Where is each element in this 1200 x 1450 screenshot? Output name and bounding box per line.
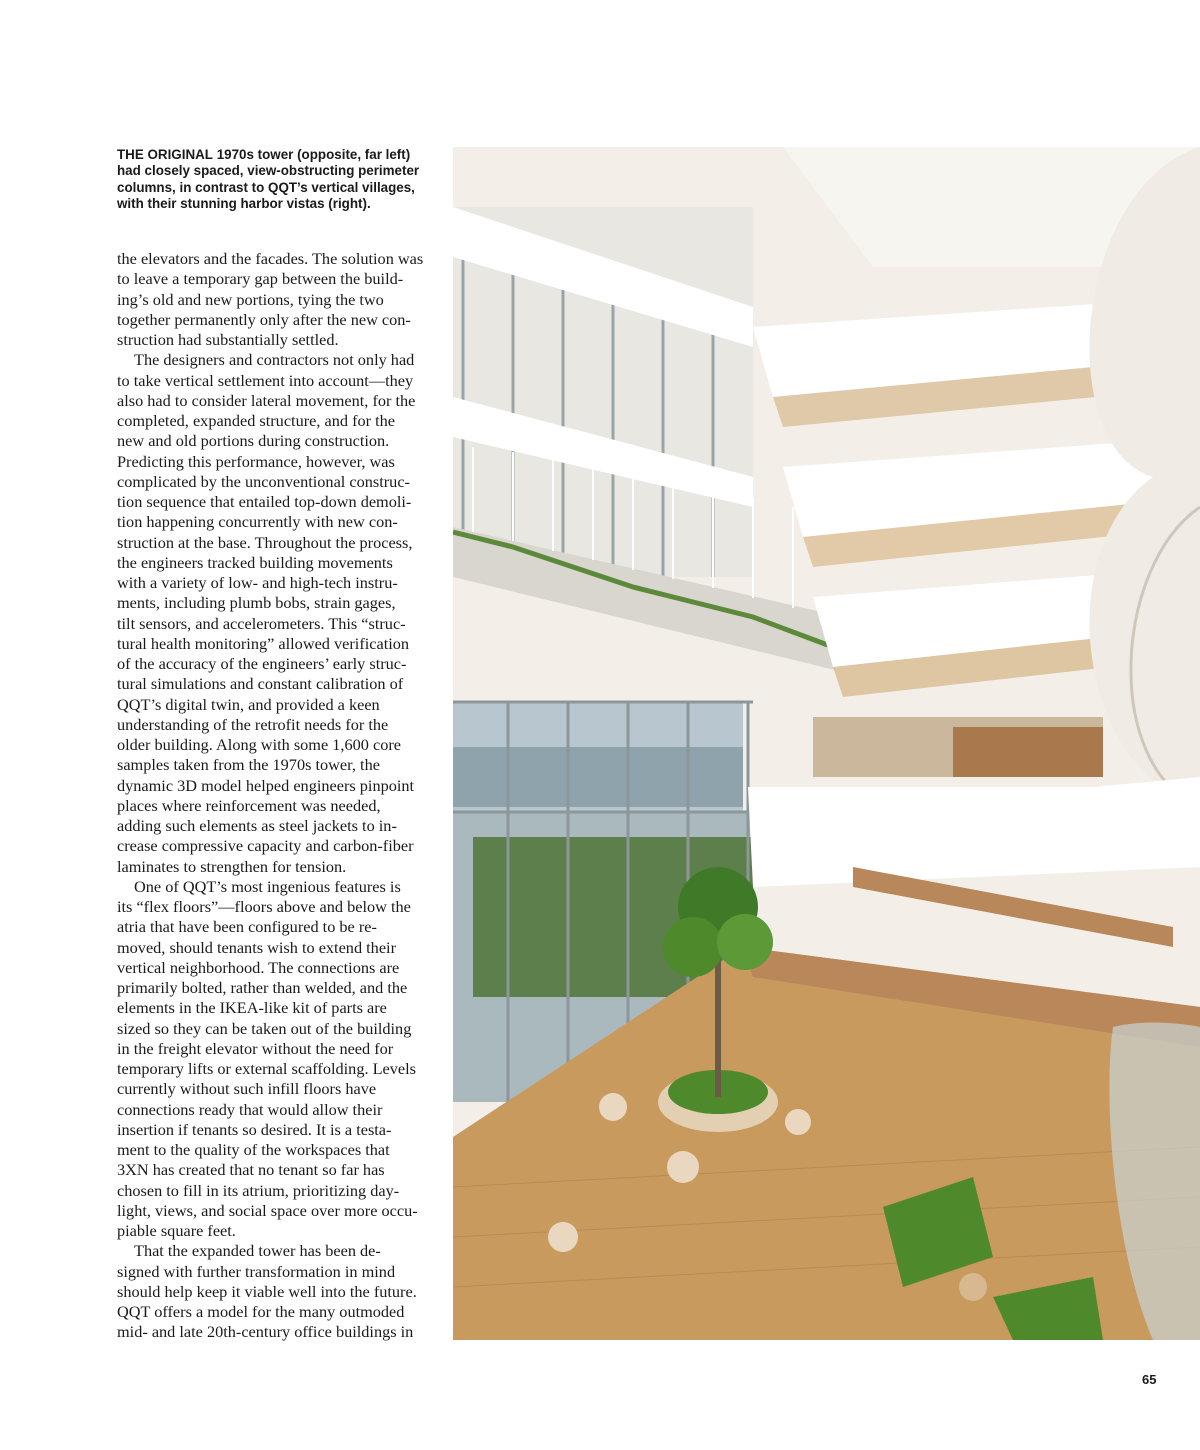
body-text-line: connections ready that would allow their [117,1099,383,1119]
caption-line: with their stunning harbor vistas (right). [117,196,371,212]
body-text-line: laminates to strengthen for tension. [117,856,347,876]
body-text-line: tion happening concurrently with new con- [117,512,398,532]
body-text-line: crease compressive capacity and carbon-fiber [117,836,414,856]
body-text-line: older building. Along with some 1,600 core [117,735,401,754]
body-text-line: vertical neighborhood. The connections are [117,957,400,977]
caption-line: 1970s tower (opposite, far left) [216,147,411,162]
body-text-line: tion sequence that entailed top-down demoli- [117,492,412,511]
body-text-line: its “flex floors”—floors above and below the [117,897,411,916]
body-text-line: completed, expanded structure, and for the [117,411,396,430]
body-text-line: understanding of the retrofit needs for the [117,714,389,734]
body-text-line: samples taken from the 1970s tower, the [117,755,380,775]
body-text-line: Predicting this performance, however, was [117,451,395,471]
body-text-line: together permanently only after the new con- [117,309,411,329]
page-number: 65 [1142,1372,1157,1387]
body-text-line: tilt sensors, and accelerometers. This “struc- [117,613,406,633]
body-text-line: struction at the base. Throughout the process, [117,532,413,552]
body-text-line: dynamic 3D model helped engineers pinpoint [117,775,415,795]
body-text-line: elements in the IKEA-like kit of parts are [117,998,387,1018]
body-text-line: places where reinforcement was needed, [117,795,381,815]
caption-line: columns, in contrast to QQT’s vertical villages, [117,179,415,195]
body-text-line: sized so they can be taken out of the building [117,1018,412,1038]
body-text-line: light, views, and social space over more occu- [117,1200,418,1220]
body-text-line: piable square feet. [117,1221,236,1240]
body-text-line: should help keep it viable well into the future. [117,1281,417,1301]
body-text-line: in the freight elevator without the need for [117,1038,394,1058]
body-text-line: ing’s old and new portions, tying the two [117,289,384,309]
body-text-line: atria that have been configured to be re- [117,917,377,937]
body-text-line: QQT’s digital twin, and provided a keen [117,694,380,714]
body-text-line: currently without such infill floors have [117,1079,377,1099]
body-text-line: also had to consider lateral movement, for the [117,390,416,410]
body-text-line: QQT offers a model for the many outmoded [117,1302,405,1321]
body-text-line: primarily bolted, rather than welded, and the [117,978,408,997]
body-text-line: to leave a temporary gap between the build- [117,269,404,289]
body-text-line: The designers and contractors not only had [134,350,415,370]
article-body-column [117,249,457,1343]
body-text-line: temporary lifts or external scaffolding. Levels [117,1059,416,1078]
body-text-line: tural health monitoring” allowed verification [117,633,410,653]
photo-caption [117,147,447,213]
body-text-line: to take vertical settlement into account—they [117,370,414,390]
atrium-illustration [453,147,1200,1340]
body-text-line: signed with further transformation in mind [117,1261,396,1281]
body-text-line: adding such elements as steel jackets to in- [117,816,397,835]
caption-lead: THE ORIGINAL [117,147,213,162]
body-text-line: One of QQT’s most ingenious features is [134,876,401,896]
body-text-line: struction had substantially settled. [117,330,339,349]
body-text-line: ment to the quality of the workspaces that [117,1140,390,1159]
body-text-line: new and old portions during construction. [117,431,390,451]
body-text-line: the engineers tracked building movements [117,552,393,572]
body-text-line: That the expanded tower has been de- [134,1241,381,1261]
body-text-line: 3XN has created that no tenant so far has [117,1160,385,1180]
atrium-photo [453,147,1200,1340]
body-text-line: mid- and late 20th-century office buildings in [117,1322,414,1342]
body-text-line: chosen to fill in its atrium, prioritizing day- [117,1180,400,1200]
body-text-line: insertion if tenants so desired. It is a testa- [117,1119,392,1139]
body-text-line: moved, should tenants wish to extend their [117,937,396,957]
caption-line: had closely spaced, view-obstructing perimeter [117,163,420,179]
body-text-line: ments, including plumb bobs, strain gages, [117,593,396,613]
body-text-line: of the accuracy of the engineers’ early struc- [117,654,407,673]
body-text-line: complicated by the unconventional construc- [117,471,410,491]
body-text-line: with a variety of low- and high-tech instru- [117,573,398,592]
body-text-line: tural simulations and constant calibration of [117,674,404,694]
body-text-line: the elevators and the facades. The solution was [117,249,424,268]
